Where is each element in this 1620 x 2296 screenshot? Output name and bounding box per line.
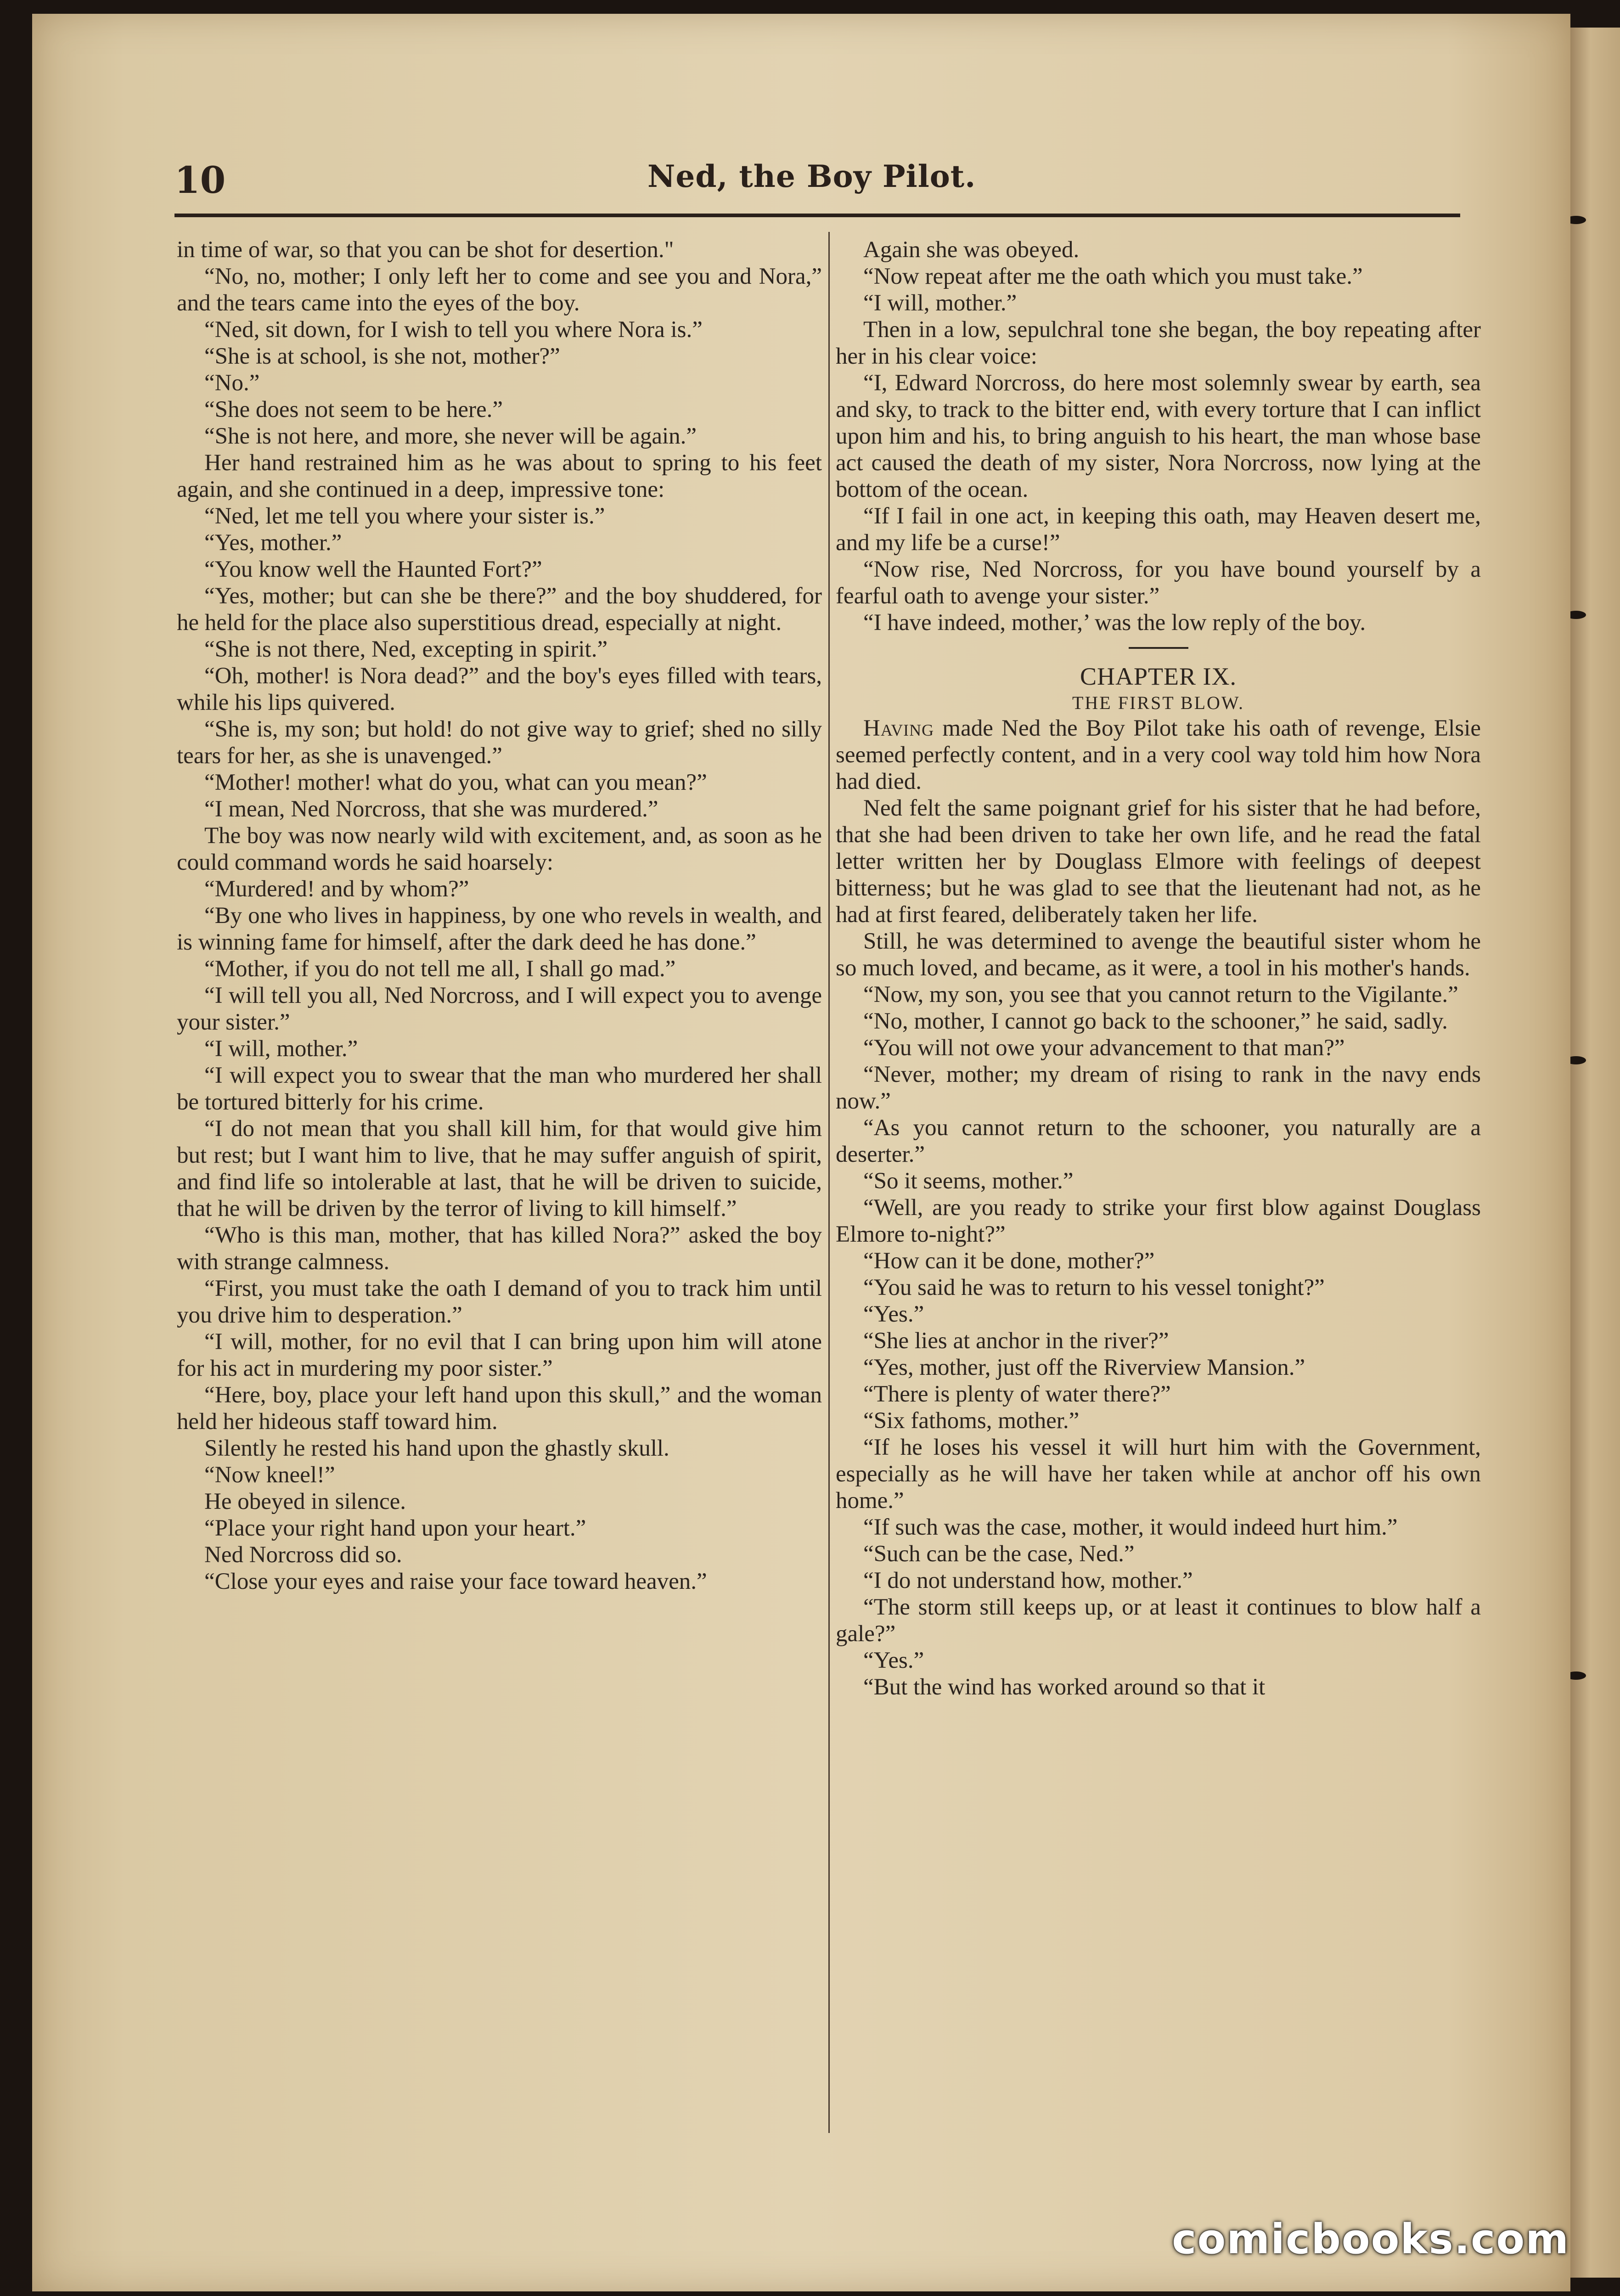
paragraph: “Who is this man, mother, that has killed Nora?” asked the boy with strange calmness. xyxy=(177,1222,822,1275)
paragraph: “I will tell you all, Ned Norcross, and I will expect you to avenge your sister.” xyxy=(177,983,822,1035)
paragraph: “So it seems, mother.” xyxy=(863,1168,1074,1194)
paragraph: “You said he was to return to his vessel tonight?” xyxy=(863,1275,1325,1300)
section-rule xyxy=(1129,647,1188,649)
paragraph: “Mother! mother! what do you, what can you mean?” xyxy=(204,770,707,795)
paragraph: “You will not owe your advancement to that man?” xyxy=(863,1035,1345,1061)
paragraph: “She lies at anchor in the river?” xyxy=(863,1328,1169,1354)
paragraph: “I will, mother.” xyxy=(204,1036,358,1062)
paragraph: “I have indeed, mother,’ was the low reply of the boy. xyxy=(863,610,1366,636)
paragraph: “As you cannot return to the schooner, you naturally are a deserter.” xyxy=(836,1115,1481,1167)
paragraph: “Never, mother; my dream of rising to rank in the navy ends now.” xyxy=(836,1062,1481,1114)
paragraph: “Now kneel!” xyxy=(204,1462,335,1488)
paragraph: Her hand restrained him as he was about to spring to his feet again, and she continued in a deep, impressive tone: xyxy=(177,450,822,502)
running-title: Ned, the Boy Pilot. xyxy=(647,158,976,194)
paragraph: Again she was obeyed. xyxy=(863,237,1080,263)
paragraph: “Murdered! and by whom?” xyxy=(204,876,469,902)
paragraph: Then in a low, sepulchral tone she began, the boy repeating after her in his clear voice: xyxy=(836,317,1481,369)
paragraph: “She is not there, Ned, excepting in spirit.” xyxy=(204,636,608,662)
paragraph: “Place your right hand upon your heart.” xyxy=(204,1515,586,1541)
paragraph: “If he loses his vessel it will hurt him with the Government, especially as he will have her taken while at anchor off his own home.” xyxy=(836,1435,1481,1514)
paragraph: “If I fail in one act, in keeping this oath, may Heaven desert me, and my life be a curse!” xyxy=(836,503,1481,556)
paragraph: “I mean, Ned Norcross, that she was murdered.” xyxy=(204,796,658,822)
paragraph: “Oh, mother! is Nora dead?” and the boy's eyes filled with tears, while his lips quivered. xyxy=(177,663,822,715)
paragraph: He obeyed in silence. xyxy=(204,1489,406,1514)
column-divider xyxy=(828,232,830,2133)
paragraph: “Now rise, Ned Norcross, for you have bound yourself by a fearful oath to avenge your sister.” xyxy=(836,557,1481,609)
paragraph: “I do not understand how, mother.” xyxy=(863,1568,1193,1593)
paragraph: “Here, boy, place your left hand upon this skull,” and the woman held her hideous staff toward him. xyxy=(177,1382,822,1435)
paragraph: “Mother, if you do not tell me all, I shall go mad.” xyxy=(204,956,676,982)
paragraph: Ned Norcross did so. xyxy=(204,1542,402,1568)
chapter-body xyxy=(836,795,1481,1700)
paragraph: “The storm still keeps up, or at least it continues to blow half a gale?” xyxy=(836,1594,1481,1647)
right-text-column xyxy=(836,236,1481,1700)
paragraph: “No, no, mother; I only left her to come and see you and Nora,” and the tears came into the eyes of the boy. xyxy=(177,264,822,316)
paragraph: “She does not seem to be here.” xyxy=(204,397,503,422)
paragraph: “Ned, let me tell you where your sister is.” xyxy=(204,503,605,529)
chapter-heading: CHAPTER IX. xyxy=(1080,663,1237,690)
chapter-opening-paragraph xyxy=(836,715,1481,795)
paragraph: Still, he was determined to avenge the beautiful sister whom he so much loved, and became, as it were, a tool in his mother's hands. xyxy=(836,929,1481,981)
paragraph: “She is at school, is she not, mother?” xyxy=(204,343,560,369)
paragraph: in time of war, so that you can be shot for desertion." xyxy=(177,237,674,263)
paragraph: “First, you must take the oath I demand of you to track him until you drive him to desperation.” xyxy=(177,1276,822,1328)
paragraph: The boy was now nearly wild with excitement, and, as soon as he could command words he said hoarsely: xyxy=(177,823,822,875)
paragraph: Silently he rested his hand upon the ghastly skull. xyxy=(204,1435,669,1461)
paragraph: “I will, mother, for no evil that I can bring upon him will atone for his act in murdering my poor sister.” xyxy=(177,1329,822,1381)
paragraph: “Yes, mother.” xyxy=(204,530,342,556)
paragraph: “I, Edward Norcross, do here most solemnly swear by earth, sea and sky, to track to the bitter end, with every torture that I can inflict upon him and his, to bring anguish to his heart, the man whose base act caused the death of my sister, Nora Norcross, now lying at the bottom of the ocean. xyxy=(836,370,1481,502)
paragraph: “Yes, mother, just off the Riverview Mansion.” xyxy=(863,1355,1305,1380)
paragraph: “How can it be done, mother?” xyxy=(863,1248,1155,1274)
paragraph: “Now repeat after me the oath which you must take.” xyxy=(863,264,1363,289)
paragraph: “She is not here, and more, she never will be again.” xyxy=(204,423,697,449)
adjacent-page-edge xyxy=(1570,28,1620,2278)
paragraph: “But the wind has worked around so that it xyxy=(863,1674,1266,1700)
paragraph: “By one who lives in happiness, by one who revels in wealth, and is winning fame for himself, after the dark deed he has done.” xyxy=(177,903,822,955)
paragraph: “You know well the Haunted Fort?” xyxy=(204,557,542,582)
paragraph: “No, mother, I cannot go back to the schooner,” he said, sadly. xyxy=(863,1008,1448,1034)
paragraph: “I do not mean that you shall kill him, for that would give him but rest; but I want him to live, that he may suffer anguish of spirit, and find life so intolerable at last, that he will be driven to suicide, that he will be driven by the terror of living to kill himself.” xyxy=(177,1116,822,1221)
site-watermark: comicbooks.com xyxy=(1172,2215,1569,2263)
paragraph: “Well, are you ready to strike your first blow against Douglass Elmore to-night?” xyxy=(836,1195,1481,1247)
paragraph: “There is plenty of water there?” xyxy=(863,1381,1171,1407)
paragraph: “If such was the case, mother, it would indeed hurt him.” xyxy=(863,1514,1398,1540)
paragraph: “Yes.” xyxy=(863,1301,924,1327)
paragraph: “No.” xyxy=(204,370,260,396)
chapter-subtitle: THE FIRST BLOW. xyxy=(1072,692,1245,713)
paragraph: “Six fathoms, mother.” xyxy=(863,1408,1080,1434)
paragraph: “She is, my son; but hold! do not give way to grief; shed no silly tears for her, as she is unavenged.” xyxy=(177,716,822,769)
chapter-lead-text: made Ned the Boy Pilot take his oath of revenge, Elsie seemed perfectly content, and in a very cool way told him how Nora had died. xyxy=(836,715,1481,794)
paragraph: “Yes.” xyxy=(863,1648,924,1673)
page-header xyxy=(174,158,1460,217)
paragraph: “Close your eyes and raise your face toward heaven.” xyxy=(204,1569,707,1594)
left-text-column xyxy=(177,236,822,1595)
paragraph: Ned felt the same poignant grief for his sister that he had before, that she had been driven to take her own life, and he read the fatal letter written her by Douglass Elmore with feelings of deepest bitterness; but he was glad to see that the lieutenant had not, as he had at first feared, deliberately taken her life. xyxy=(836,795,1481,928)
chapter-lead-word: Having xyxy=(863,715,934,741)
paragraph: “Ned, sit down, for I wish to tell you where Nora is.” xyxy=(204,317,703,343)
paragraph: “I will, mother.” xyxy=(863,290,1017,316)
paragraph: “Yes, mother; but can she be there?” and the boy shuddered, for he held for the place also superstitious dread, especially at night. xyxy=(177,583,822,636)
page-number: 10 xyxy=(174,158,226,202)
paragraph: “I will expect you to swear that the man who murdered her shall be tortured bitterly for his crime. xyxy=(177,1063,822,1115)
oath-passage xyxy=(836,236,1481,636)
paragraph: “Such can be the case, Ned.” xyxy=(863,1541,1135,1567)
paragraph: “Now, my son, you see that you cannot return to the Vigilante.” xyxy=(863,982,1458,1007)
